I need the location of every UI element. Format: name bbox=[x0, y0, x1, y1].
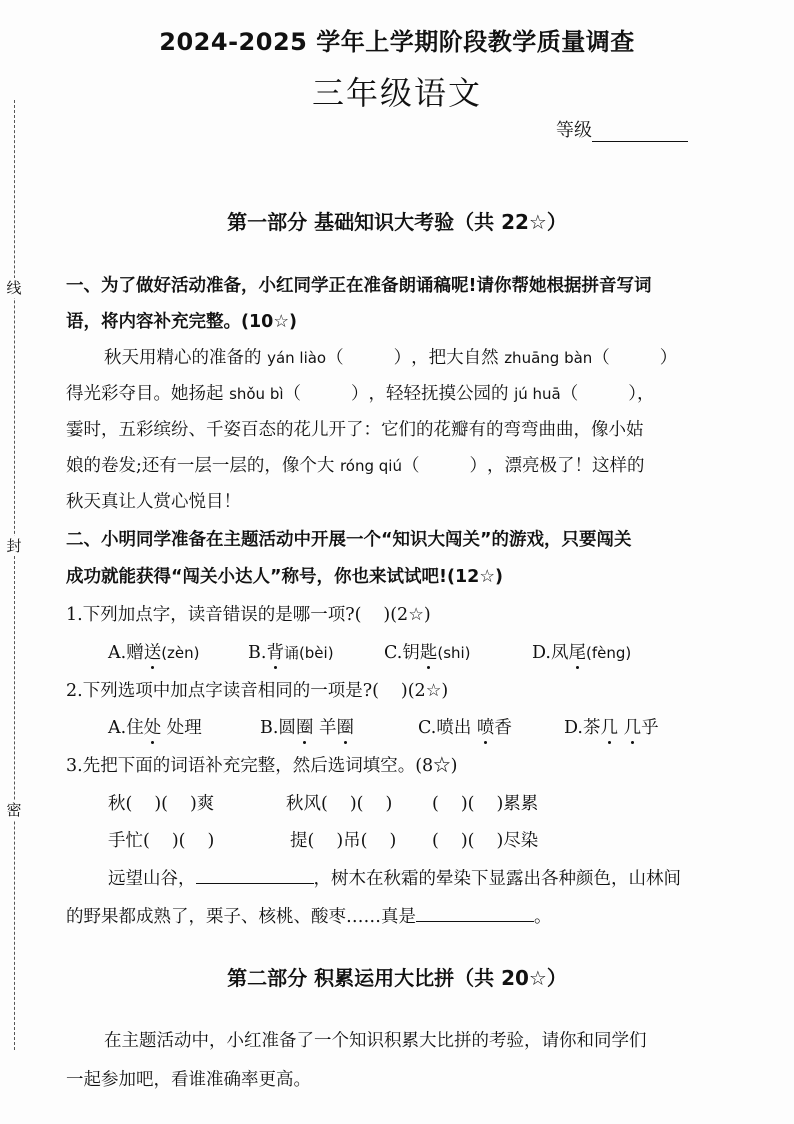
q2-sub1-stem: 1.下列加点字，读音错误的是哪一项?( )(2☆) bbox=[66, 605, 431, 625]
option-b[interactable]: B.圆圈 羊圈 bbox=[260, 714, 418, 739]
answer-blank-5[interactable]: （ ） bbox=[401, 456, 487, 476]
answer-blank-2[interactable]: （ ） bbox=[592, 348, 678, 368]
binding-label-feng: 封 bbox=[4, 536, 24, 556]
part2-intro-line1: 在主题活动中，小红准备了一个知识积累大比拼的考验，请你和同学们 bbox=[104, 1031, 647, 1051]
pinyin-juhua: jú huā bbox=[514, 385, 561, 403]
idiom-row-2 bbox=[108, 827, 538, 852]
idiom-5[interactable]: 提( )吊( ) bbox=[290, 831, 397, 851]
binding-label-mi: 密 bbox=[4, 800, 24, 820]
idiom-2[interactable]: 秋风( )( ) bbox=[286, 794, 393, 814]
q1-para-line1: 秋天用精心的准备的 yán liào（ ），把大自然 zhuāng bàn（ ） bbox=[104, 344, 677, 369]
fill-blank-1[interactable] bbox=[196, 867, 314, 884]
q1-para-line3: 霎时，五彩缤纷、千姿百态的花儿开了：它们的花瓣有的弯弯曲曲，像小姑 bbox=[66, 420, 644, 440]
binding-line bbox=[14, 100, 15, 1050]
q2-sub2-stem: 2.下列选项中加点字读音相同的一项是?( )(2☆) bbox=[66, 681, 449, 701]
q1-stem-line2: 语，将内容补充完整。(10☆) bbox=[66, 312, 298, 332]
answer-blank-3[interactable]: （ ） bbox=[283, 384, 369, 404]
option-c[interactable]: C.喷出 喷香 bbox=[418, 714, 564, 739]
idiom-4[interactable]: 手忙( )( ) bbox=[108, 831, 215, 851]
option-b[interactable]: B.背诵(bèi) bbox=[248, 639, 384, 664]
binding-label-xian: 线 bbox=[4, 278, 24, 298]
q2-stem-line2: 成功就能获得“闯关小达人”称号，你也来试试吧!(12☆) bbox=[66, 567, 504, 587]
pinyin-shoubi: shǒu bì bbox=[229, 385, 284, 403]
q1-para-line4: 娘的卷发;还有一层一层的，像个大 róng qiú（ ），漂亮极了！这样的 bbox=[66, 452, 644, 477]
pinyin-zhuangban: zhuāng bàn bbox=[504, 349, 593, 367]
q1-para-line2: 得光彩夺目。她扬起 shǒu bì（ ），轻轻抚摸公园的 jú huā（ ）， bbox=[66, 380, 655, 405]
option-d[interactable]: D.凤尾(fèng) bbox=[532, 639, 631, 664]
pinyin-yanliao: yán liào bbox=[267, 349, 327, 367]
part2-title: 第二部分 积累运用大比拼（共 20☆） bbox=[227, 966, 567, 990]
idiom-row-1 bbox=[108, 790, 538, 815]
q2-stem-line1: 二、小明同学准备在主题活动中开展一个“知识大闯关”的游戏，只要闯关 bbox=[66, 530, 632, 550]
answer-blank-1[interactable]: （ ） bbox=[326, 348, 412, 368]
answer-blank-4[interactable]: （ ）， bbox=[560, 384, 655, 404]
exam-title: 2024-2025 学年上学期阶段教学质量调查 bbox=[159, 28, 635, 56]
option-c[interactable]: C.钥匙(shi) bbox=[384, 639, 532, 664]
grade-blank[interactable] bbox=[592, 123, 688, 142]
option-a[interactable]: A.住处 处理 bbox=[108, 714, 260, 739]
q2-sub1-options bbox=[108, 639, 631, 664]
part2-intro-line2: 一起参加吧，看谁准确率更高。 bbox=[66, 1070, 311, 1090]
q2-sub2-options bbox=[108, 714, 659, 739]
idiom-6[interactable]: ( )( )尽染 bbox=[432, 831, 539, 851]
option-a[interactable]: A.赠送(zèn) bbox=[108, 639, 248, 664]
fill-line-1: 远望山谷， ，树木在秋霜的晕染下显露出各种颜色，山林间 bbox=[108, 869, 681, 889]
fill-line-2: 的野果都成熟了，栗子、核桃、酸枣……真是 。 bbox=[66, 907, 552, 927]
fill-blank-2[interactable] bbox=[416, 905, 534, 922]
q1-stem-line1: 一、为了做好活动准备，小红同学正在准备朗诵稿呢!请你帮她根据拼音写词 bbox=[66, 276, 652, 296]
pinyin-rongqiu: róng qiú bbox=[339, 457, 402, 475]
part1-title: 第一部分 基础知识大考验（共 22☆） bbox=[227, 210, 567, 234]
grade-label: 等级 bbox=[556, 120, 592, 141]
option-d[interactable]: D.茶几 几乎 bbox=[564, 714, 659, 739]
q2-sub3-stem: 3.先把下面的词语补充完整，然后选词填空。(8☆) bbox=[66, 756, 458, 776]
q1-para-line5: 秋天真让人赏心悦目！ bbox=[66, 492, 241, 512]
grade-field bbox=[556, 116, 688, 142]
subject-title: 三年级语文 bbox=[311, 74, 482, 112]
idiom-1[interactable]: 秋( )( )爽 bbox=[108, 794, 215, 814]
idiom-3[interactable]: ( )( )累累 bbox=[432, 794, 539, 814]
